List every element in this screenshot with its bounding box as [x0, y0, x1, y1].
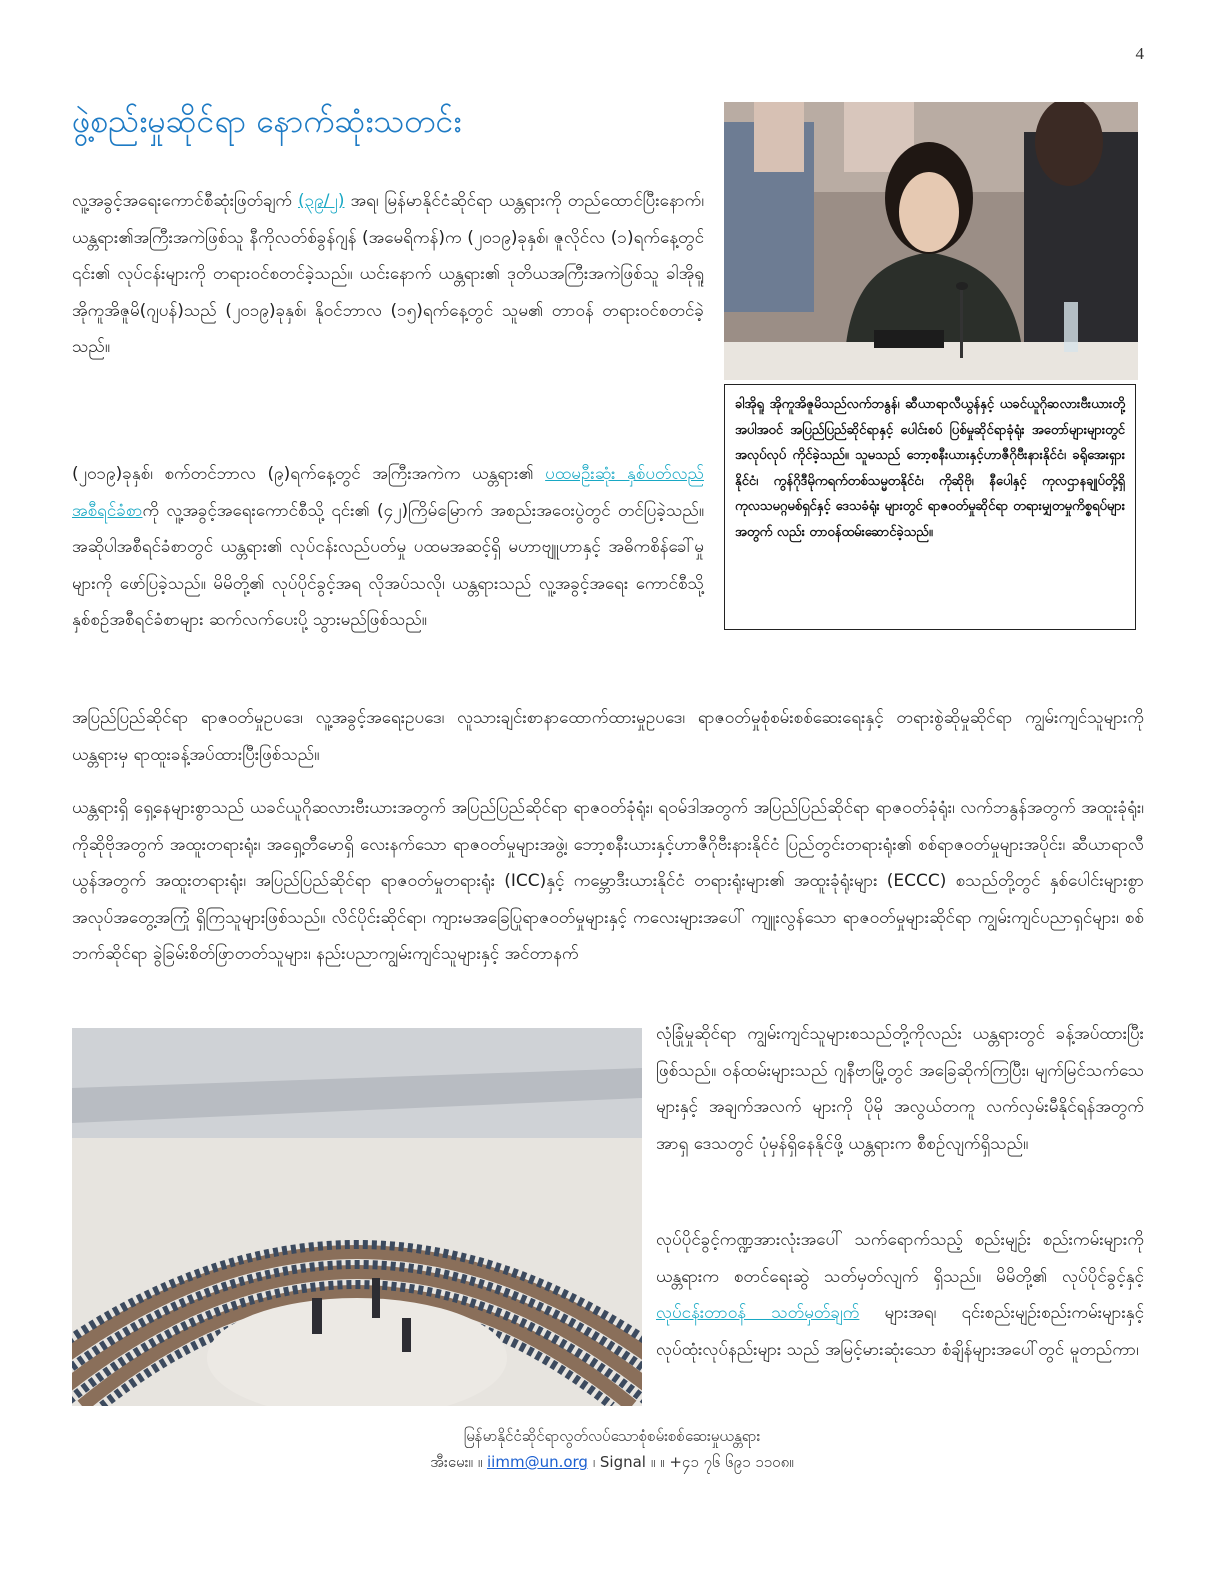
council-chamber-photo — [72, 1028, 642, 1406]
paragraph-text: အရ၊ မြန်မာနိုင်ငံဆိုင်ရာ ယန္တရားကို တည်ထောင်ပြီးနောက်၊ ယန္တရား၏အကြီးအကဲဖြစ်သူ နီကိုလတ်စ်ခွန်ဂျန် (အမေရိကန်)က (၂၀၁၉)ခုနှစ်၊ ဇူလိုင်လ (၁)ရက်နေ့တွင် ၎င်း၏ လုပ်ငန်းများကို တရားဝင်စတင်ခဲ့သည်။ ယင်းနောက် ယန္တရား၏ ဒုတိယအကြီးအကဲဖြစ်သူ ခါအိုရူ အိုကူအိဇူမိ(ဂျပန်)သည် (၂၀၁၉)ခုနှစ်၊ နိုဝင်ဘာလ (၁၅)ရက်နေ့တွင် သူမ၏ တာဝန် တရားဝင်စတင်ခဲ့သည်။ — [72, 191, 705, 357]
paragraph-rules — [656, 1222, 1144, 1368]
paragraph-lawyers-experience: ယန္တရားရှိ ရှေ့နေများစွာသည် ယခင်ယူဂိုဆလားဗီးယားအတွက် အပြည်ပြည်ဆိုင်ရာ ရာဇဝတ်ခုံရုံး၊ ရဝမ်ဒါအတွက် အပြည်ပြည်ဆိုင်ရာ ရာဇဝတ်ခုံရုံး၊ လက်ဘနွန်အတွက် အထူးခုံရုံး၊ ကိုဆိုဗိုအတွက် အထူးတရားရုံး၊ အရှေ့တီမောရှိ လေးနက်သော ရာဇဝတ်မှုများအဖွဲ့၊ ဘော့စနီးယားနှင့်ဟာဇီဂိုဗီးနားနိုင်ငံ ပြည်တွင်းတရားရုံး၏ စစ်ရာဇဝတ်မှုများအပိုင်း၊ ဆီယာရာလီယွန်အတွက် အထူးတရားရုံး၊ အပြည်ပြည်ဆိုင်ရာ ရာဇဝတ်မှုတရားရုံး (ICC)နှင့် ကမ္ဘောဒီးယားနိုင်ငံ တရားရုံးများ၏ အထူးခုံရုံးများ (ECCC) စသည်တို့တွင် နှစ်ပေါင်းများစွာ အလုပ်အတွေ့အကြုံ ရှိကြသူများဖြစ်သည်။ လိင်ပိုင်းဆိုင်ရာ၊ ကျားမအခြေပြုရာဇဝတ်မှုများနှင့် ကလေးများအပေါ် ကျူးလွန်သော ရာဇဝတ်မှုများဆိုင်ရာ ကျွမ်းကျင်ပညာရှင်များ၊ စစ်ဘက်ဆိုင်ရာ ခွဲခြမ်းစိတ်ဖြာတတ်သူများ၊ နည်းပညာကျွမ်းကျင်သူများနှင့် အင်တာနက် — [72, 798, 1144, 964]
photo-caption: ခါအိုရူ အိုကူအိဇူမိသည်လက်ဘနွန်၊ ဆီယာရာလီယွန်နှင့် ယခင်ယူဂိုဆလားဗီးယားတို့အပါအဝင် အပြည်ပြည်ဆိုင်ရာနှင့် ပေါင်းစပ် ပြစ်မှုဆိုင်ရာခုံရုံး အတော်များများတွင် အလုပ်လုပ် ကိုင်ခဲ့သည်။ သူမသည် ဘော့စနီးယားနှင့်ဟာဇီဂိုဗီးနားနိုင်ငံ၊ ခရိုအေးရှားနိုင်ငံ၊ ကွန်ဂိုဒီမိုကရက်တစ်သမ္မတနိုင်ငံ၊ ကိုဆိုဗို၊ နီပေါနှင့် ကုလဌာနချုပ်တို့ရှိ ကုလသမဂ္ဂမစ်ရှင်နှင့် ဒေသခံရုံး များတွင် ရာဇဝတ်မှုဆိုင်ရာ တရားမျှတမှုကိစ္စရပ်များအတွက် လည်း တာဝန်ထမ်းဆောင်ခဲ့သည်။ — [724, 384, 1136, 630]
footer-organization: မြန်မာနိုင်ငံဆိုင်ရာလွတ်လပ်သောစုံစမ်းစစ်ဆေးမှုယန္တရား — [463, 1427, 761, 1445]
email-label: အီးမေး။ ။ — [430, 1453, 483, 1471]
annual-report-link[interactable]: ပထမဦးဆုံး နှစ်ပတ်လည် အစီရင်ခံစာ — [72, 464, 704, 521]
paragraph-staff-location: လုံခြုံမှုဆိုင်ရာ ကျွမ်းကျင်သူများစသည်တို့ကိုလည်း ယန္တရားတွင် ခန့်အပ်ထားပြီး ဖြစ်သည်။ ဝန်ထမ်းများသည် ဂျနီဗာမြို့တွင် အခြေဆိုက်ကြပြီး၊ မျက်မြင်သက်သေများနှင့် အချက်အလက် များကို ပိုမို အလွယ်တကူ လက်လှမ်းမီနိုင်ရန်အတွက် အာရှ ဒေသတွင် ပုံမှန်ရှိနေနိုင်ဖို့ ယန္တရားက စီစဉ်လျက်ရှိသည်။ — [656, 1024, 1144, 1154]
speaker-photo — [724, 102, 1138, 380]
footer-contact — [0, 1450, 1224, 1474]
paragraph-establishment — [72, 183, 704, 366]
paragraph-text: လုပ်ပိုင်ခွင့်ကဏ္ဍအားလုံးအပေါ် သက်ရောက်သည့် စည်းမျဉ်း စည်းကမ်းများကို ယန္တရားက စတင်ရေးဆွဲ သတ်မှတ်လျက် ရှိသည်။ မိမိတို့၏ လုပ်ပိုင်ခွင့်နှင့် — [656, 1230, 1144, 1287]
paragraph-text: (၂၀၁၉)ခုနှစ်၊ စက်တင်ဘာလ (၉)ရက်နေ့တွင် အကြီးအကဲက ယန္တရား၏ — [72, 464, 546, 484]
paragraph-staff-expertise: အပြည်ပြည်ဆိုင်ရာ ရာဇဝတ်မှုဥပဒေ၊ လူ့အခွင့်အရေးဥပဒေ၊ လူသားချင်းစာနာထောက်ထားမှုဥပဒေ၊ ရာဇဝတ်မှုစုံစမ်းစစ်ဆေးရေးနှင့် တရားစွဲဆိုမှုဆိုင်ရာ ကျွမ်းကျင်သူများကို ယန္တရားမှ ရာထူးခန့်အပ်ထားပြီးဖြစ်သည်။ — [72, 708, 1144, 765]
email-link[interactable]: iimm@un.org — [487, 1453, 588, 1471]
page-footer — [0, 1422, 1224, 1474]
terms-of-reference-link[interactable]: လုပ်ငန်းတာဝန် သတ်မှတ်ချက် — [656, 1303, 860, 1323]
paragraph-report — [72, 456, 704, 639]
signal-contact: ၊ Signal ။ ။ +၄၁ ၇၆ ၆၉၁ ၁၁၀၈။ — [592, 1453, 794, 1471]
resolution-link[interactable]: (၃၉/၂) — [298, 191, 345, 211]
paragraph-text: များအရ၊ ၎င်းစည်းမျဉ်းစည်းကမ်းများနှင့် လုပ်ထုံးလုပ်နည်းများ သည် အမြင့်မားဆုံးသော စံချိန်များအပေါ်တွင် မူတည်ကာ၊ — [656, 1303, 1145, 1360]
section-heading: ဖွဲ့စည်းမှုဆိုင်ရာ နောက်ဆုံးသတင်း — [72, 102, 462, 140]
page-number: 4 — [1135, 44, 1144, 63]
paragraph-text: လူ့အခွင့်အရေးကောင်စီဆုံးဖြတ်ချက် — [72, 191, 299, 211]
paragraph-text: ကို လူ့အခွင့်အရေးကောင်စီသို့ ၎င်း၏ (၄၂)ကြိမ်မြောက် အစည်းအဝေးပွဲတွင် တင်ပြခဲ့သည်။ အဆိုပါအစီရင်ခံစာတွင် ယန္တရား၏ လုပ်ငန်းလည်ပတ်မှု ပထမအဆင့်ရှိ မဟာဗျူဟာနှင့် အဓိကစိန်ခေါ်မှုများကို ဖော်ပြခဲ့သည်။ မိမိတို့၏ လုပ်ပိုင်ခွင့်အရ လိုအပ်သလို၊ ယန္တရားသည် လူ့အခွင့်အရေး ကောင်စီသို့ နှစ်စဉ်အစီရင်ခံစာများ ဆက်လက်ပေးပို့ သွားမည်ဖြစ်သည်။ — [72, 500, 704, 630]
